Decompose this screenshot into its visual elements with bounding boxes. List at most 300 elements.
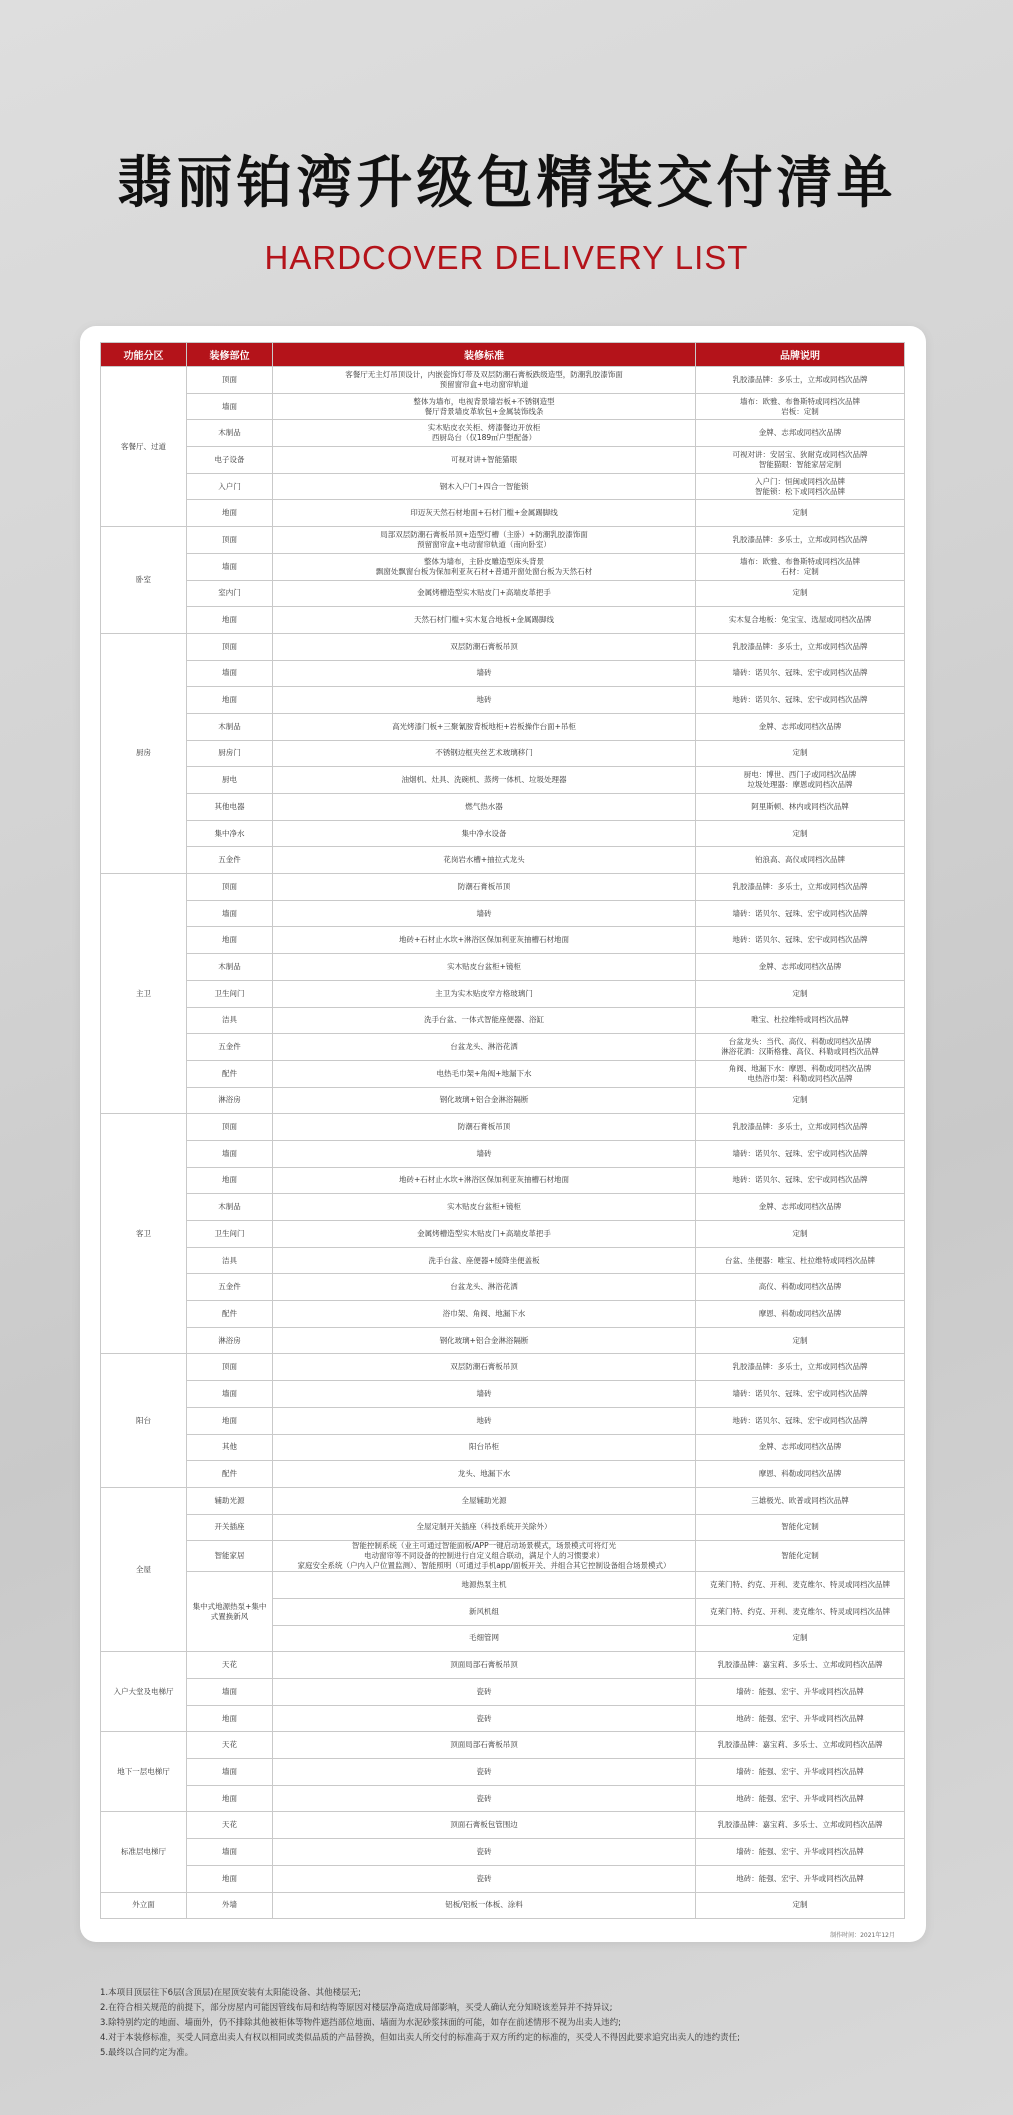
brand-line: 地砖：诺贝尔、冠珠、宏宇或同档次品牌 <box>732 695 868 705</box>
table-row <box>101 1194 905 1221</box>
standard-cell <box>273 1034 696 1061</box>
standard-line: 天然石材门槛+实木复合地板+金属踢脚线 <box>413 615 555 625</box>
table-row <box>101 660 905 687</box>
standard-cell <box>273 1087 696 1114</box>
zone-cell: 外立面 <box>101 1892 187 1919</box>
standard-cell <box>273 740 696 767</box>
table-row <box>101 687 905 714</box>
standard-cell <box>273 1514 696 1541</box>
table-row <box>101 767 905 794</box>
standard-cell <box>273 1407 696 1434</box>
standard-cell <box>273 1892 696 1919</box>
brand-cell <box>696 1679 905 1706</box>
standard-cell <box>273 1194 696 1221</box>
brand-line: 定制 <box>792 1633 808 1643</box>
standard-line: 洗手台盆、座便器+缓降坐便盖板 <box>428 1255 540 1265</box>
standard-line: 台盆龙头、淋浴花洒 <box>450 1042 518 1052</box>
brand-line: 墙砖：能强、宏宇、升华或同档次品牌 <box>736 1766 864 1776</box>
brand-line: 智能锁：松下或同档次品牌 <box>755 486 845 496</box>
brand-cell <box>696 1354 905 1381</box>
table-row <box>101 473 905 500</box>
brand-cell <box>696 740 905 767</box>
standard-cell <box>273 1865 696 1892</box>
table-row <box>101 1034 905 1061</box>
brand-cell <box>696 1274 905 1301</box>
standard-line: 瓷砖 <box>476 1846 492 1856</box>
brand-cell <box>696 820 905 847</box>
part-cell: 木制品 <box>187 1194 273 1221</box>
standard-cell <box>273 607 696 634</box>
brand-cell <box>696 1759 905 1786</box>
standard-cell <box>273 1007 696 1034</box>
brand-line: 智能化定制 <box>781 1551 819 1561</box>
standard-line: 金属烤槽造型实木贴皮门+高端皮革把手 <box>417 588 551 598</box>
table-row <box>101 820 905 847</box>
standard-cell <box>273 1812 696 1839</box>
column-header: 品牌说明 <box>696 343 905 367</box>
standard-line: 西厨岛台（仅189㎡户型配备） <box>431 433 537 443</box>
standard-cell <box>273 687 696 714</box>
part-cell: 顶面 <box>187 874 273 901</box>
standard-line: 金属烤槽造型实木贴皮门+高端皮革把手 <box>417 1228 551 1238</box>
brand-line: 摩恩、科勒或同档次品牌 <box>758 1308 842 1318</box>
table-row <box>101 553 905 580</box>
standard-line: 实木贴皮台盆柜+镜柜 <box>447 961 521 971</box>
standard-line: 地砖+石材止水坎+淋浴区保加利亚灰抽槽石材地面 <box>398 935 570 945</box>
brand-line: 乳胶漆品牌：嘉宝莉、多乐士、立邦或同档次品牌 <box>717 1660 883 1670</box>
brand-cell <box>696 1114 905 1141</box>
part-cell: 集中式地源热泵+集中式置换新风 <box>187 1572 273 1652</box>
part-cell: 地面 <box>187 500 273 527</box>
brand-line: 金牌、志邦或同档次品牌 <box>758 1202 842 1212</box>
standard-line: 钢化玻璃+铝合金淋浴隔断 <box>439 1335 529 1345</box>
part-cell: 室内门 <box>187 580 273 607</box>
part-cell: 墙面 <box>187 1679 273 1706</box>
brand-cell <box>696 1812 905 1839</box>
standard-line: 新风机组 <box>469 1606 499 1616</box>
brand-line: 乳胶漆品牌：多乐士，立邦或同档次品牌 <box>732 881 868 891</box>
standard-line: 整体为墙布，主卧皮雕造型床头背景 <box>424 556 544 566</box>
brand-cell <box>696 1461 905 1488</box>
standard-cell <box>273 500 696 527</box>
standard-line: 实木贴皮衣关柜、烤漆餐边开放柜 <box>427 423 541 433</box>
standard-line: 家庭安全系统（户内入户位置监测）、智能照明（可通过手机app/面板开关、并组合其它控制设备组合场景模式） <box>297 1561 671 1571</box>
page-title: 翡丽铂湾升级包精装交付清单 <box>116 150 897 216</box>
standard-cell <box>273 420 696 447</box>
table-row <box>101 1221 905 1248</box>
standard-line: 电动窗帘等不同设备的控制进行自定义组合联动，满足个人的习惯要求） <box>364 1551 604 1561</box>
table-row <box>101 1759 905 1786</box>
standard-cell <box>273 1247 696 1274</box>
standard-cell <box>273 1354 696 1381</box>
brand-line: 定制 <box>792 1228 808 1238</box>
table-row <box>101 1354 905 1381</box>
table-row <box>101 1732 905 1759</box>
disclaimer-item: 5.最终以合同约定为准。 <box>100 2048 194 2058</box>
table-row <box>101 1541 905 1572</box>
standard-cell <box>273 580 696 607</box>
brand-cell <box>696 1327 905 1354</box>
brand-cell <box>696 1598 905 1625</box>
brand-cell <box>696 900 905 927</box>
table-row <box>101 1785 905 1812</box>
brand-cell <box>696 767 905 794</box>
brand-cell <box>696 713 905 740</box>
brand-line: 角阀、地漏下水：摩恩、科勒或同档次品牌 <box>728 1063 872 1073</box>
standard-line: 洗手台盆、一体式智能座便器、浴缸 <box>424 1015 544 1025</box>
part-cell: 淋浴房 <box>187 1327 273 1354</box>
brand-cell <box>696 874 905 901</box>
standard-cell <box>273 1140 696 1167</box>
standard-cell <box>273 1381 696 1408</box>
standard-line: 不锈钢边框夹丝艺术玻璃移门 <box>435 748 533 758</box>
part-cell: 配件 <box>187 1461 273 1488</box>
table-row <box>101 1007 905 1034</box>
standard-line: 油烟机、灶具、洗碗机、蒸烤一体机、垃圾处理器 <box>401 775 567 785</box>
table-row <box>101 900 905 927</box>
standard-line: 地源热泵主机 <box>461 1580 507 1590</box>
table-row <box>101 847 905 874</box>
zone-cell: 卧室 <box>101 527 187 634</box>
standard-cell <box>273 713 696 740</box>
column-header: 装修部位 <box>187 343 273 367</box>
standard-line: 墙砖 <box>476 668 492 678</box>
part-cell: 天花 <box>187 1652 273 1679</box>
brand-cell <box>696 1221 905 1248</box>
standard-line: 铝板/铝板一体板、涂料 <box>445 1900 523 1910</box>
table-row <box>101 1274 905 1301</box>
table-row <box>101 927 905 954</box>
part-cell: 墙面 <box>187 1381 273 1408</box>
brand-line: 墙布：欧雅、布鲁斯特或同档次品牌 <box>740 396 860 406</box>
part-cell: 其他电器 <box>187 794 273 821</box>
brand-line: 墙布：欧雅、布鲁斯特或同档次品牌 <box>740 556 860 566</box>
brand-line: 定制 <box>792 508 808 518</box>
part-cell: 电子设备 <box>187 447 273 474</box>
brand-line: 墙砖：诺贝尔、冠珠、宏宇或同档次品牌 <box>732 908 868 918</box>
part-cell: 配件 <box>187 1060 273 1087</box>
standard-cell <box>273 1461 696 1488</box>
standard-cell <box>273 980 696 1007</box>
standard-line: 电热毛巾架+角阀+地漏下水 <box>436 1068 532 1078</box>
table-row <box>101 607 905 634</box>
standard-line: 局部双层防潮石膏板吊顶+造型灯槽（主卧）+防潮乳胶漆饰面 <box>380 529 588 539</box>
part-cell: 顶面 <box>187 1354 273 1381</box>
part-cell: 开关插座 <box>187 1514 273 1541</box>
table-row <box>101 1839 905 1866</box>
part-cell: 顶面 <box>187 633 273 660</box>
zone-cell: 客卫 <box>101 1114 187 1354</box>
brand-line: 金牌、志邦或同档次品牌 <box>758 428 842 438</box>
standard-cell <box>273 1785 696 1812</box>
part-cell: 木制品 <box>187 420 273 447</box>
standard-cell <box>273 1327 696 1354</box>
standard-line: 全屋定制开关插座（科技系统开关除外） <box>416 1522 552 1532</box>
standard-cell <box>273 553 696 580</box>
standard-line: 预留窗帘盒+电动窗帘轨道 <box>439 379 529 389</box>
table-row <box>101 1327 905 1354</box>
standard-cell <box>273 1759 696 1786</box>
brand-line: 定制 <box>792 1095 808 1105</box>
brand-cell <box>696 1381 905 1408</box>
brand-cell <box>696 1301 905 1328</box>
standard-line: 墙砖 <box>476 908 492 918</box>
part-cell: 地面 <box>187 687 273 714</box>
standard-cell <box>273 393 696 420</box>
brand-line: 墙砖：能强、宏宇、升华或同档次品牌 <box>736 1846 864 1856</box>
brand-cell <box>696 1487 905 1514</box>
disclaimer <box>100 1986 920 2061</box>
brand-line: 地砖：诺贝尔、冠珠、宏宇或同档次品牌 <box>732 935 868 945</box>
standard-cell <box>273 1167 696 1194</box>
brand-line: 乳胶漆品牌：嘉宝莉、多乐士、立邦或同档次品牌 <box>717 1740 883 1750</box>
standard-line: 印迈灰天然石材地面+石材门槛+金属踢脚线 <box>410 508 558 518</box>
table-row <box>101 713 905 740</box>
part-cell: 天花 <box>187 1812 273 1839</box>
standard-cell <box>273 633 696 660</box>
table-row <box>101 393 905 420</box>
brand-cell <box>696 367 905 394</box>
standard-cell <box>273 1732 696 1759</box>
brand-line: 乳胶漆品牌：嘉宝莉、多乐士、立邦或同档次品牌 <box>717 1820 883 1830</box>
table-row <box>101 1247 905 1274</box>
brand-cell <box>696 1087 905 1114</box>
brand-cell <box>696 580 905 607</box>
brand-line: 厨电：博世、西门子或同档次品牌 <box>743 770 857 780</box>
table-row <box>101 794 905 821</box>
brand-line: 铂浪高、高仪或同档次品牌 <box>755 855 845 865</box>
brand-line: 智能化定制 <box>781 1522 819 1532</box>
table-row <box>101 1705 905 1732</box>
part-cell: 天花 <box>187 1732 273 1759</box>
table-row <box>101 1461 905 1488</box>
standard-cell <box>273 820 696 847</box>
table-row <box>101 954 905 981</box>
standard-cell <box>273 1679 696 1706</box>
standard-cell <box>273 1114 696 1141</box>
brand-cell <box>696 393 905 420</box>
brand-line: 乳胶漆品牌：多乐士，立邦或同档次品牌 <box>732 534 868 544</box>
zone-cell: 客餐厅、过道 <box>101 367 187 527</box>
brand-line: 墙砖：诺贝尔、冠珠、宏宇或同档次品牌 <box>732 1148 868 1158</box>
table-row <box>101 1087 905 1114</box>
brand-cell <box>696 1892 905 1919</box>
brand-line: 乳胶漆品牌：多乐士，立邦或同档次品牌 <box>732 374 868 384</box>
brand-line: 实木复合地板：兔宝宝、选屋或同档次品牌 <box>728 615 872 625</box>
standard-line: 全屋辅助光源 <box>461 1495 507 1505</box>
standard-line: 主卫为实木贴皮窄方格玻璃门 <box>435 988 533 998</box>
part-cell: 其他 <box>187 1434 273 1461</box>
standard-line: 高光烤漆门板+三聚氰胺背板地柜+岩板操作台面+吊柜 <box>392 721 576 731</box>
column-header: 功能分区 <box>101 343 187 367</box>
brand-cell <box>696 847 905 874</box>
standard-line: 毛细管网 <box>469 1633 499 1643</box>
standard-cell <box>273 1598 696 1625</box>
standard-line: 地砖+石材止水坎+淋浴区保加利亚灰抽槽石材地面 <box>398 1175 570 1185</box>
table-row <box>101 1652 905 1679</box>
standard-line: 瓷砖 <box>476 1713 492 1723</box>
zone-cell: 地下一层电梯厅 <box>101 1732 187 1812</box>
part-cell: 墙面 <box>187 900 273 927</box>
part-cell: 五金件 <box>187 1034 273 1061</box>
standard-line: 燃气热水器 <box>465 801 503 811</box>
table-row <box>101 420 905 447</box>
standard-cell <box>273 1274 696 1301</box>
part-cell: 墙面 <box>187 1839 273 1866</box>
brand-cell <box>696 553 905 580</box>
part-cell: 地面 <box>187 1785 273 1812</box>
standard-line: 龙头、地漏下水 <box>457 1469 511 1479</box>
table-row <box>101 1514 905 1541</box>
standard-line: 双层防潮石膏板吊顶 <box>450 641 518 651</box>
standard-cell <box>273 954 696 981</box>
zone-cell: 入户大堂及电梯厅 <box>101 1652 187 1732</box>
brand-line: 金牌、志邦或同档次品牌 <box>758 1442 842 1452</box>
standard-line: 双层防潮石膏板吊顶 <box>450 1362 518 1372</box>
part-cell: 墙面 <box>187 660 273 687</box>
brand-line: 三雄极光、欧普或同档次品牌 <box>751 1495 849 1505</box>
part-cell: 配件 <box>187 1301 273 1328</box>
standard-line: 钢木入户门+四合一智能锁 <box>439 481 529 491</box>
table-row <box>101 367 905 394</box>
brand-cell <box>696 660 905 687</box>
table-row <box>101 1407 905 1434</box>
brand-line: 墙砖：诺贝尔、冠珠、宏宇或同档次品牌 <box>732 1388 868 1398</box>
brand-line: 地砖：能强、宏宇、升华或同档次品牌 <box>736 1873 864 1883</box>
standard-line: 防潮石膏板吊顶 <box>457 881 511 891</box>
table-row <box>101 1060 905 1087</box>
disclaimer-item: 2.在符合相关规范的前提下，部分房屋内可能因管线布局和结构等原因对楼层净高造成局部影响，买受人确认充分知晓该差异并不持异议; <box>100 2003 613 2013</box>
brand-cell <box>696 473 905 500</box>
standard-line: 墙砖 <box>476 1388 492 1398</box>
standard-cell <box>273 900 696 927</box>
standard-line: 台盆龙头、淋浴花洒 <box>450 1282 518 1292</box>
part-cell: 五金件 <box>187 1274 273 1301</box>
disclaimer-item: 4.对于本装修标准，买受人同意出卖人有权以相同或类似品质的产品替换，但如出卖人所交付的标准高于双方所约定的标准的，买受人不得因此要求追究出卖人的违约责任; <box>100 2033 740 2043</box>
standard-line: 花岗岩水槽+抽拉式龙头 <box>443 855 525 865</box>
table-row <box>101 447 905 474</box>
part-cell: 淋浴房 <box>187 1087 273 1114</box>
part-cell: 墙面 <box>187 553 273 580</box>
table-row <box>101 1114 905 1141</box>
table-row <box>101 1892 905 1919</box>
table-row <box>101 1679 905 1706</box>
brand-line: 岩板：定制 <box>781 406 819 416</box>
brand-cell <box>696 794 905 821</box>
brand-line: 金牌、志邦或同档次品牌 <box>758 721 842 731</box>
brand-cell <box>696 607 905 634</box>
standard-cell <box>273 447 696 474</box>
standard-cell <box>273 1652 696 1679</box>
part-cell: 地面 <box>187 1705 273 1732</box>
standard-line: 顶面局部石膏板吊顶 <box>450 1740 518 1750</box>
standard-cell <box>273 1572 696 1599</box>
brand-cell <box>696 420 905 447</box>
page-subtitle: HARDCOVER DELIVERY LIST <box>264 239 749 276</box>
standard-line: 集中净水设备 <box>461 828 507 838</box>
brand-cell <box>696 1140 905 1167</box>
brand-cell <box>696 954 905 981</box>
part-cell: 墙面 <box>187 1140 273 1167</box>
standard-line: 防潮石膏板吊顶 <box>457 1122 511 1132</box>
standard-cell <box>273 473 696 500</box>
brand-line: 摩恩、科勒或同档次品牌 <box>758 1469 842 1479</box>
standard-cell <box>273 794 696 821</box>
brand-cell <box>696 1034 905 1061</box>
zone-cell: 阳台 <box>101 1354 187 1487</box>
part-cell: 顶面 <box>187 367 273 394</box>
part-cell: 卫生间门 <box>187 980 273 1007</box>
standard-cell <box>273 847 696 874</box>
brand-line: 乳胶漆品牌：多乐士，立邦或同档次品牌 <box>732 641 868 651</box>
standard-cell <box>273 367 696 394</box>
zone-cell: 标准层电梯厅 <box>101 1812 187 1892</box>
part-cell: 木制品 <box>187 954 273 981</box>
standard-line: 瓷砖 <box>476 1793 492 1803</box>
brand-line: 垃圾处理器：摩恩或同档次品牌 <box>747 780 853 790</box>
standard-line: 瓷砖 <box>476 1873 492 1883</box>
table-body <box>101 367 905 1919</box>
standard-cell <box>273 1541 696 1572</box>
standard-cell <box>273 660 696 687</box>
standard-line: 阳台吊柜 <box>469 1442 499 1452</box>
standard-line: 顶面局部石膏板吊顶 <box>450 1660 518 1670</box>
table-row <box>101 740 905 767</box>
table-row <box>101 580 905 607</box>
part-cell: 地面 <box>187 927 273 954</box>
disclaimer-item: 1.本项目顶层往下6层(含顶层)在屋顶安装有太阳能设备、其他楼层无; <box>100 1988 362 1998</box>
standard-line: 浴巾架、角阀、地漏下水 <box>442 1308 526 1318</box>
brand-line: 定制 <box>792 1900 808 1910</box>
brand-line: 台盆龙头：当代、高仪、科勒或同档次品牌 <box>728 1037 872 1047</box>
standard-cell <box>273 927 696 954</box>
part-cell: 地面 <box>187 1407 273 1434</box>
table-row <box>101 527 905 554</box>
brand-line: 淋浴花洒：汉斯格雅、高仪、科勒或同档次品牌 <box>721 1047 879 1057</box>
table-row <box>101 1301 905 1328</box>
brand-cell <box>696 1625 905 1652</box>
standard-line: 预留窗帘盒+电动窗帘轨道（南向卧室） <box>417 539 551 549</box>
standard-cell <box>273 1434 696 1461</box>
brand-line: 阿里斯顿、林内或同档次品牌 <box>751 801 849 811</box>
table-row <box>101 1487 905 1514</box>
part-cell: 厨房门 <box>187 740 273 767</box>
part-cell: 辅助光源 <box>187 1487 273 1514</box>
brand-line: 可视对讲：安居宝、狄耐克或同档次品牌 <box>732 449 868 459</box>
brand-cell <box>696 1541 905 1572</box>
table-row <box>101 1865 905 1892</box>
table-row <box>101 980 905 1007</box>
standard-line: 客餐厅无主灯吊顶设计，内嵌瓷饰灯带及双层防潮石膏板跌级造型，防潮乳胶漆饰面 <box>345 369 623 379</box>
brand-cell <box>696 500 905 527</box>
part-cell: 入户门 <box>187 473 273 500</box>
part-cell: 地面 <box>187 1167 273 1194</box>
brand-line: 高仪、科勒或同档次品牌 <box>758 1282 842 1292</box>
brand-line: 台盆、坐便器：唯宝、杜拉维特或同档次品牌 <box>725 1255 875 1265</box>
brand-line: 智能猫眼：智能家居定制 <box>758 459 842 469</box>
brand-line: 克莱门特、约克、开利、麦克维尔、特灵或同档次品牌 <box>710 1580 890 1590</box>
brand-line: 定制 <box>792 828 808 838</box>
table-row <box>101 874 905 901</box>
standard-line: 智能控制系统（业主可通过智能面板/APP一键启动场景模式，场景模式可将灯光 <box>351 1541 617 1551</box>
standard-cell <box>273 1487 696 1514</box>
brand-cell <box>696 1434 905 1461</box>
standard-line: 钢化玻璃+铝合金淋浴隔断 <box>439 1095 529 1105</box>
brand-line: 定制 <box>792 1335 808 1345</box>
standard-cell <box>273 1060 696 1087</box>
brand-cell <box>696 447 905 474</box>
brand-line: 石材：定制 <box>781 566 819 576</box>
